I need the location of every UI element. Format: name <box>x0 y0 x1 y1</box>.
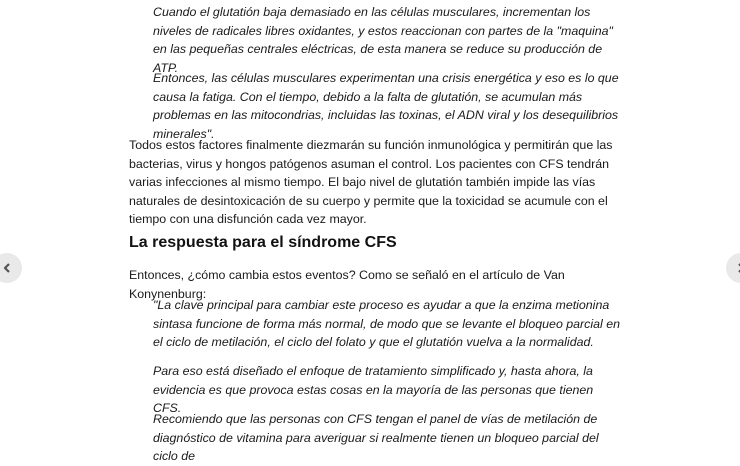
blockquote-paragraph: Para eso está diseñado el enfoque de tratamiento simplificado y, hasta ahora, la evidencia es que provoca estas cosas en la mayoría de las personas que tienen CFS. <box>153 364 594 416</box>
blockquote-paragraph: "La clave principal para cambiar este proceso es ayudar a que la enzima metionina sintasa funcione de forma más normal, de modo que se levante el bloqueo parcial en el ciclo de metilación, el ciclo del folato y que el glutatión vuelva a la normalidad. <box>153 298 620 350</box>
blockquote-paragraph: Recomiendo que las personas con CFS tengan el panel de vías de metilación de diagnóstico de vitamina para averiguar si realmente tienen un bloqueo parcial del ciclo de <box>153 412 599 464</box>
chevron-left-icon <box>3 263 11 273</box>
section-heading: La respuesta para el síndrome CFS <box>129 234 397 251</box>
body-paragraph: Entonces, ¿cómo cambia estos eventos? Como se señaló en el artículo de Van Konynenburg: <box>129 268 565 301</box>
blockquote-paragraph: Cuando el glutatión baja demasiado en las células musculares, incrementan los niveles de radicales libres oxidantes, y estos reaccionan con partes de la "maquina" en las pequeñas centrales eléctricas, de esta manera se reduce su producción de ATP. <box>153 5 613 75</box>
blockquote-paragraph: Entonces, las células musculares experimentan una crisis energética y eso es lo que causa la fatiga. Con el tiempo, debido a la falta de glutatión, se acumulan más problemas en las mitocondrias, incluidas las toxinas, el ADN viral y los desequilibrios minerales". <box>153 71 619 141</box>
body-paragraph: Todos estos factores finalmente diezmarán su función inmunológica y permitirán que las bacterias, virus y hongos patógenos asuman el control. Los pacientes con CFS tendrán varias infecciones al mismo tiempo. El bajo nivel de glutatión también impide las vías naturales de desintoxicación de su cuerpo y permite que la toxicidad se acumule con el tiempo con una disfunción cada vez mayor. <box>129 138 613 227</box>
